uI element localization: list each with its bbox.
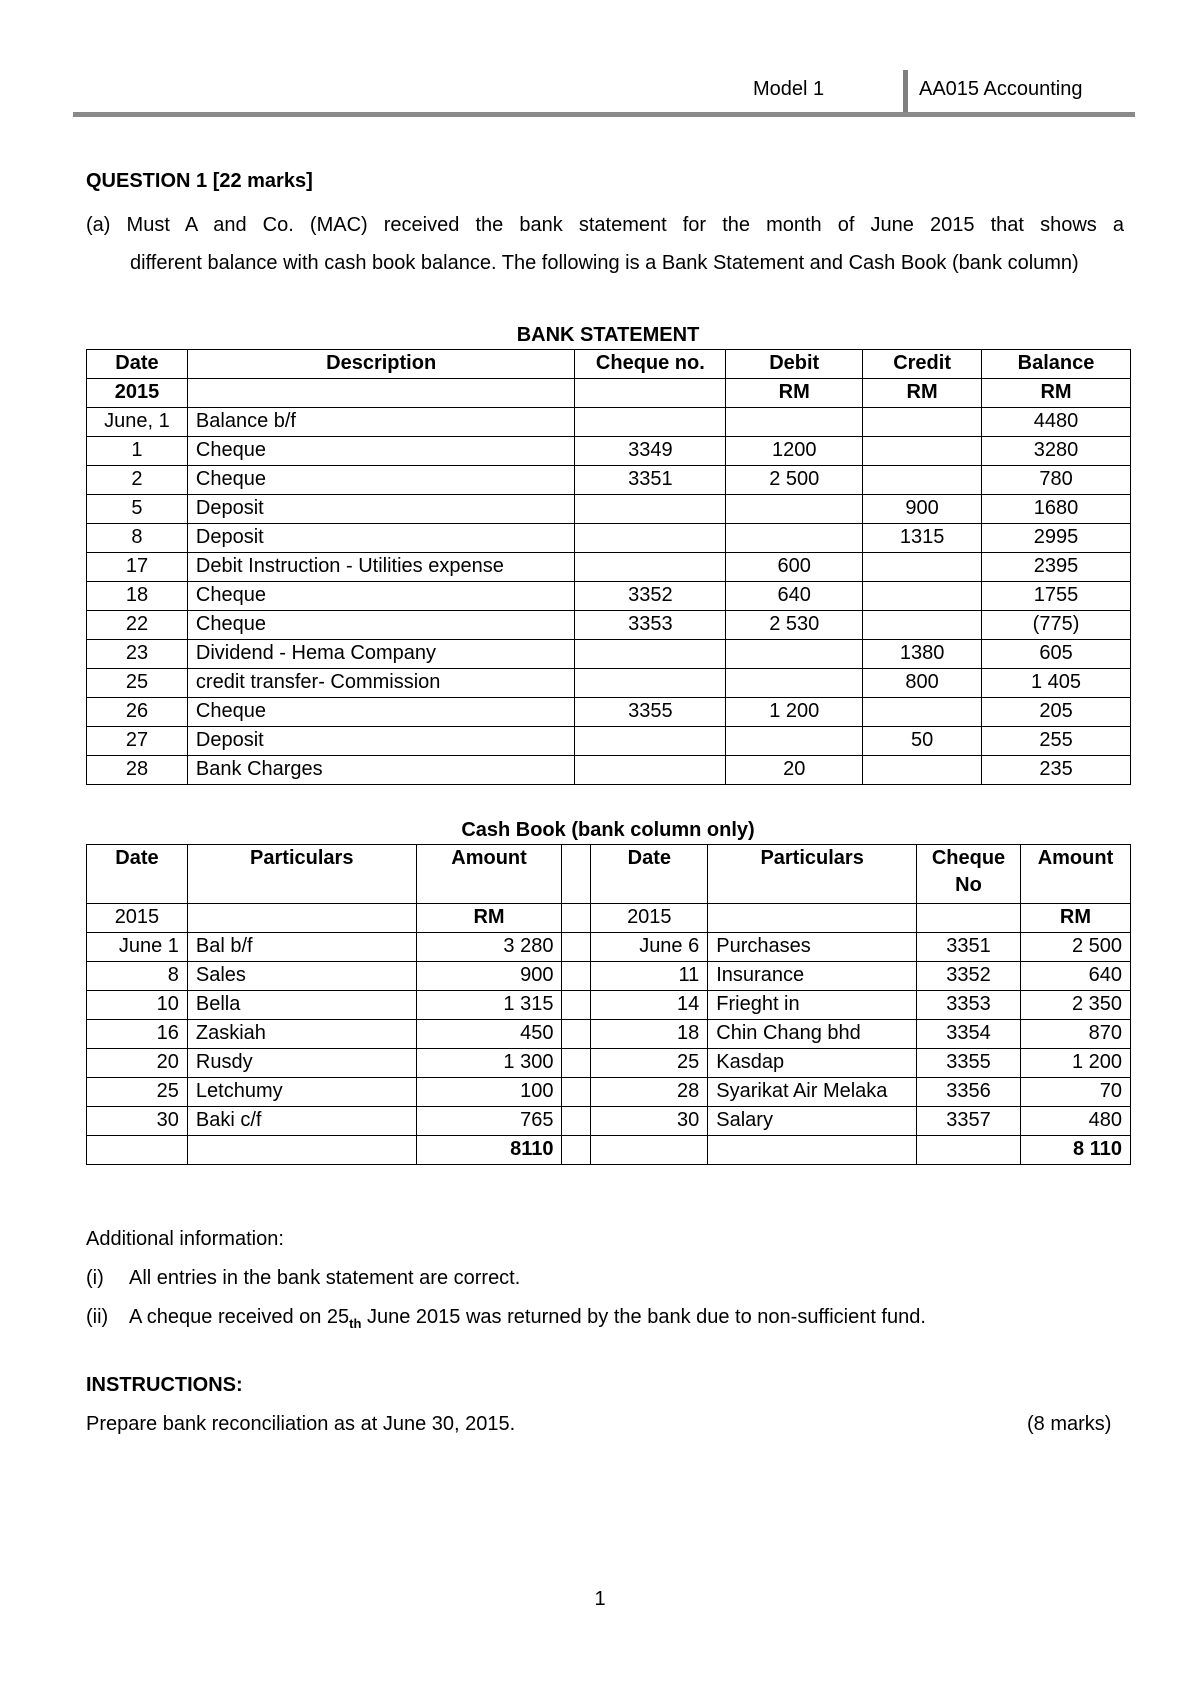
bank-sub-credit-unit: RM [863,379,982,408]
bank-cell-description: credit transfer- Commission [187,669,575,698]
bank-cell-credit [863,466,982,495]
bank-cell-debit [726,408,863,437]
bank-statement-row [87,466,1131,495]
cash-cell-date-credit: 14 [591,991,708,1020]
bank-cell-cheque-no [575,756,726,785]
cash-sub-unit-debit: RM [416,904,562,933]
cash-total-credit: 8 110 [1020,1136,1130,1165]
bank-cell-cheque-no: 3349 [575,437,726,466]
additional-item-1 [86,1267,520,1290]
bank-statement-row [87,611,1131,640]
bank-statement-title: BANK STATEMENT [516,324,700,346]
bank-sub-empty [187,379,575,408]
bank-cell-debit [726,640,863,669]
bank-cell-credit [863,408,982,437]
cash-sub-year-debit: 2015 [87,904,188,933]
bank-cell-description: Deposit [187,495,575,524]
cash-col-amount-credit: Amount [1020,845,1130,904]
cash-book-row [87,1107,1131,1136]
cash-cell-particulars-debit: Sales [187,962,416,991]
bank-cell-credit: 1380 [863,640,982,669]
bank-cell-debit [726,495,863,524]
cash-cell-date-debit: 16 [87,1020,188,1049]
question-paragraph-rest: different balance with cash book balance. The following is a Bank Statement and Cash Book (bank column) [130,252,1079,274]
bank-cell-balance: 1680 [982,495,1131,524]
bank-col-debit: Debit [726,350,863,379]
bank-statement-row [87,437,1131,466]
cash-cell-date-credit: 25 [591,1049,708,1078]
cash-cell-date-debit: June 1 [87,933,188,962]
bank-cell-credit [863,611,982,640]
cash-col-amount-debit: Amount [416,845,562,904]
cash-cell-particulars-credit: Purchases [708,933,917,962]
bank-cell-balance: 2395 [982,553,1131,582]
instructions-heading: INSTRUCTIONS: [86,1374,243,1396]
bank-cell-debit [726,669,863,698]
cash-cell-amount-debit: 1 300 [416,1049,562,1078]
cash-sub-unit-credit: RM [1020,904,1130,933]
bank-statement-row [87,495,1131,524]
bank-cell-credit: 50 [863,727,982,756]
bank-statement-row [87,582,1131,611]
bank-cell-credit [863,698,982,727]
bank-sub-debit-unit: RM [726,379,863,408]
cash-cell-spacer [562,1107,591,1136]
cash-book-row [87,991,1131,1020]
bank-cell-cheque-no: 3351 [575,466,726,495]
bank-cell-date: 1 [87,437,188,466]
cash-cell-cheque-no: 3357 [917,1107,1021,1136]
cash-sub-empty [917,904,1021,933]
cash-cell-date-debit: 10 [87,991,188,1020]
cash-book-table [86,844,1131,1165]
cash-col-particulars-debit: Particulars [187,845,416,904]
bank-cell-cheque-no [575,495,726,524]
cash-header-row [87,845,1131,904]
cash-cell-particulars-debit: Zaskiah [187,1020,416,1049]
cash-cell-spacer [562,991,591,1020]
bank-cell-cheque-no: 3352 [575,582,726,611]
cash-cell-amount-debit: 1 315 [416,991,562,1020]
bank-col-cheque-no: Cheque no. [575,350,726,379]
bank-sub-empty [575,379,726,408]
additional-item-2-num: (ii) [86,1306,109,1328]
cash-cell-spacer [562,1020,591,1049]
bank-cell-cheque-no [575,524,726,553]
cash-cell-particulars-credit: Kasdap [708,1049,917,1078]
bank-cell-balance: 4480 [982,408,1131,437]
cash-cell-particulars-debit: Letchumy [187,1078,416,1107]
bank-cell-date: June, 1 [87,408,188,437]
bank-cell-debit: 1 200 [726,698,863,727]
bank-cell-date: 17 [87,553,188,582]
bank-cell-date: 5 [87,495,188,524]
bank-cell-cheque-no [575,727,726,756]
cash-total-empty [87,1136,188,1165]
cash-cell-date-debit: 30 [87,1107,188,1136]
bank-cell-description: Cheque [187,466,575,495]
cash-total-empty [591,1136,708,1165]
cash-cell-cheque-no: 3356 [917,1078,1021,1107]
cash-subheader-row [87,904,1131,933]
cash-cell-cheque-no: 3351 [917,933,1021,962]
bank-cell-balance: 255 [982,727,1131,756]
bank-cell-description: Cheque [187,698,575,727]
cash-book-row [87,962,1131,991]
header-rule [73,112,1135,117]
question-paragraph [86,206,1124,282]
cash-total-empty [187,1136,416,1165]
additional-item-1-text: All entries in the bank statement are correct. [129,1267,521,1289]
bank-cell-credit [863,437,982,466]
bank-col-date: Date [87,350,188,379]
bank-cell-description: Cheque [187,437,575,466]
bank-header-row [87,350,1131,379]
cash-book-row [87,933,1131,962]
cash-col-particulars-credit: Particulars [708,845,917,904]
additional-item-2-text-before: A cheque received on 25 [129,1306,350,1328]
bank-cell-balance: 2995 [982,524,1131,553]
bank-statement-row [87,669,1131,698]
cash-sub-empty [708,904,917,933]
cash-cell-amount-debit: 3 280 [416,933,562,962]
bank-cell-balance: 3280 [982,437,1131,466]
bank-cell-date: 23 [87,640,188,669]
bank-cell-credit [863,582,982,611]
cash-cell-date-credit: 28 [591,1078,708,1107]
cash-book-row [87,1049,1131,1078]
additional-item-1-num: (i) [86,1267,104,1289]
bank-cell-debit: 600 [726,553,863,582]
cash-cell-date-debit: 20 [87,1049,188,1078]
cash-cell-date-credit: 18 [591,1020,708,1049]
bank-cell-debit: 1200 [726,437,863,466]
bank-cell-balance: 605 [982,640,1131,669]
cash-cell-date-credit: 11 [591,962,708,991]
cash-cell-amount-credit: 480 [1020,1107,1130,1136]
cash-cell-amount-debit: 100 [416,1078,562,1107]
cash-cell-spacer [562,1049,591,1078]
additional-heading: Additional information: [86,1228,284,1250]
cash-book-row [87,1078,1131,1107]
cash-book-totals-row [87,1136,1131,1165]
bank-cell-description: Bank Charges [187,756,575,785]
bank-cell-credit [863,553,982,582]
cash-sub-empty [187,904,416,933]
bank-cell-cheque-no [575,553,726,582]
cash-cell-date-credit: 30 [591,1107,708,1136]
bank-statement-row [87,524,1131,553]
cash-cell-particulars-debit: Rusdy [187,1049,416,1078]
bank-statement-table [86,349,1131,785]
bank-col-credit: Credit [863,350,982,379]
cash-cell-spacer [562,962,591,991]
bank-cell-balance: (775) [982,611,1131,640]
bank-cell-date: 8 [87,524,188,553]
bank-cell-debit: 640 [726,582,863,611]
bank-cell-date: 22 [87,611,188,640]
cash-cell-particulars-credit: Frieght in [708,991,917,1020]
bank-cell-debit: 2 530 [726,611,863,640]
bank-statement-row [87,727,1131,756]
bank-cell-credit: 1315 [863,524,982,553]
cash-sub-spacer [562,904,591,933]
bank-cell-description: Cheque [187,611,575,640]
page-header [73,66,1135,118]
bank-statement-row [87,640,1131,669]
cash-total-empty [562,1136,591,1165]
bank-subheader-row [87,379,1131,408]
cash-cell-spacer [562,1078,591,1107]
header-divider-vertical [903,70,908,112]
cash-cell-cheque-no: 3352 [917,962,1021,991]
bank-cell-cheque-no: 3355 [575,698,726,727]
cash-cell-particulars-credit: Salary [708,1107,917,1136]
cash-cell-amount-credit: 870 [1020,1020,1130,1049]
bank-cell-description: Balance b/f [187,408,575,437]
bank-cell-date: 2 [87,466,188,495]
bank-cell-date: 25 [87,669,188,698]
additional-item-2-text-after: June 2015 was returned by the bank due to non-sufficient fund. [361,1306,926,1328]
bank-cell-cheque-no [575,669,726,698]
cash-cell-amount-debit: 900 [416,962,562,991]
cash-cell-date-credit: June 6 [591,933,708,962]
cash-total-debit: 8110 [416,1136,562,1165]
question-paragraph-line1: (a) Must A and Co. (MAC) received the bank statement for the month of June 2015 that shows a [86,214,1124,236]
cash-col-date-credit: Date [591,845,708,904]
bank-cell-date: 28 [87,756,188,785]
cash-cell-cheque-no: 3353 [917,991,1021,1020]
bank-cell-debit: 20 [726,756,863,785]
bank-col-balance: Balance [982,350,1131,379]
cash-cell-cheque-no: 3354 [917,1020,1021,1049]
bank-cell-cheque-no: 3353 [575,611,726,640]
bank-cell-debit [726,524,863,553]
bank-cell-debit [726,727,863,756]
cash-book-row [87,1020,1131,1049]
bank-cell-cheque-no [575,640,726,669]
cash-cell-particulars-credit: Insurance [708,962,917,991]
cash-cell-date-debit: 25 [87,1078,188,1107]
bank-statement-row [87,698,1131,727]
bank-cell-balance: 1755 [982,582,1131,611]
cash-cell-amount-debit: 765 [416,1107,562,1136]
bank-cell-date: 26 [87,698,188,727]
bank-cell-description: Deposit [187,524,575,553]
cash-book-title: Cash Book (bank column only) [461,819,755,841]
bank-sub-balance-unit: RM [982,379,1131,408]
bank-cell-date: 27 [87,727,188,756]
page-number: 1 [594,1588,606,1610]
cash-total-empty [917,1136,1021,1165]
cash-cell-amount-credit: 2 350 [1020,991,1130,1020]
header-course: AA015 Accounting [919,78,1083,100]
cash-cell-amount-credit: 640 [1020,962,1130,991]
question-title: QUESTION 1 [22 marks] [86,170,313,192]
cash-col-date-debit: Date [87,845,188,904]
bank-cell-cheque-no [575,408,726,437]
header-model: Model 1 [753,78,825,100]
bank-cell-description: Deposit [187,727,575,756]
cash-cell-date-debit: 8 [87,962,188,991]
cash-sub-year-credit: 2015 [591,904,708,933]
bank-cell-description: Dividend - Hema Company [187,640,575,669]
cash-cell-particulars-credit: Syarikat Air Melaka [708,1078,917,1107]
bank-cell-balance: 780 [982,466,1131,495]
additional-item-2 [86,1306,926,1331]
bank-cell-credit [863,756,982,785]
cash-cell-amount-debit: 450 [416,1020,562,1049]
bank-statement-row [87,408,1131,437]
bank-cell-debit: 2 500 [726,466,863,495]
bank-statement-row [87,756,1131,785]
bank-cell-balance: 1 405 [982,669,1131,698]
cash-cell-amount-credit: 70 [1020,1078,1130,1107]
cash-cell-particulars-debit: Baki c/f [187,1107,416,1136]
instructions-marks: (8 marks) [1027,1413,1112,1435]
cash-cell-particulars-debit: Bal b/f [187,933,416,962]
bank-cell-date: 18 [87,582,188,611]
cash-total-empty [708,1136,917,1165]
bank-statement-row [87,553,1131,582]
cash-cell-particulars-debit: Bella [187,991,416,1020]
bank-cell-description: Debit Instruction - Utilities expense [187,553,575,582]
bank-cell-credit: 900 [863,495,982,524]
cash-cell-cheque-no: 3355 [917,1049,1021,1078]
cash-cell-amount-credit: 1 200 [1020,1049,1130,1078]
bank-cell-description: Cheque [187,582,575,611]
cash-cell-particulars-credit: Chin Chang bhd [708,1020,917,1049]
bank-col-description: Description [187,350,575,379]
cash-cell-spacer [562,933,591,962]
bank-cell-balance: 235 [982,756,1131,785]
cash-col-spacer [562,845,591,904]
cash-cell-amount-credit: 2 500 [1020,933,1130,962]
additional-item-2-suffix: th [349,1316,362,1331]
bank-cell-credit: 800 [863,669,982,698]
bank-sub-year: 2015 [87,379,188,408]
bank-cell-balance: 205 [982,698,1131,727]
cash-col-cheque-no: Cheque No [917,845,1021,904]
instructions-text: Prepare bank reconciliation as at June 30, 2015. [86,1413,516,1435]
